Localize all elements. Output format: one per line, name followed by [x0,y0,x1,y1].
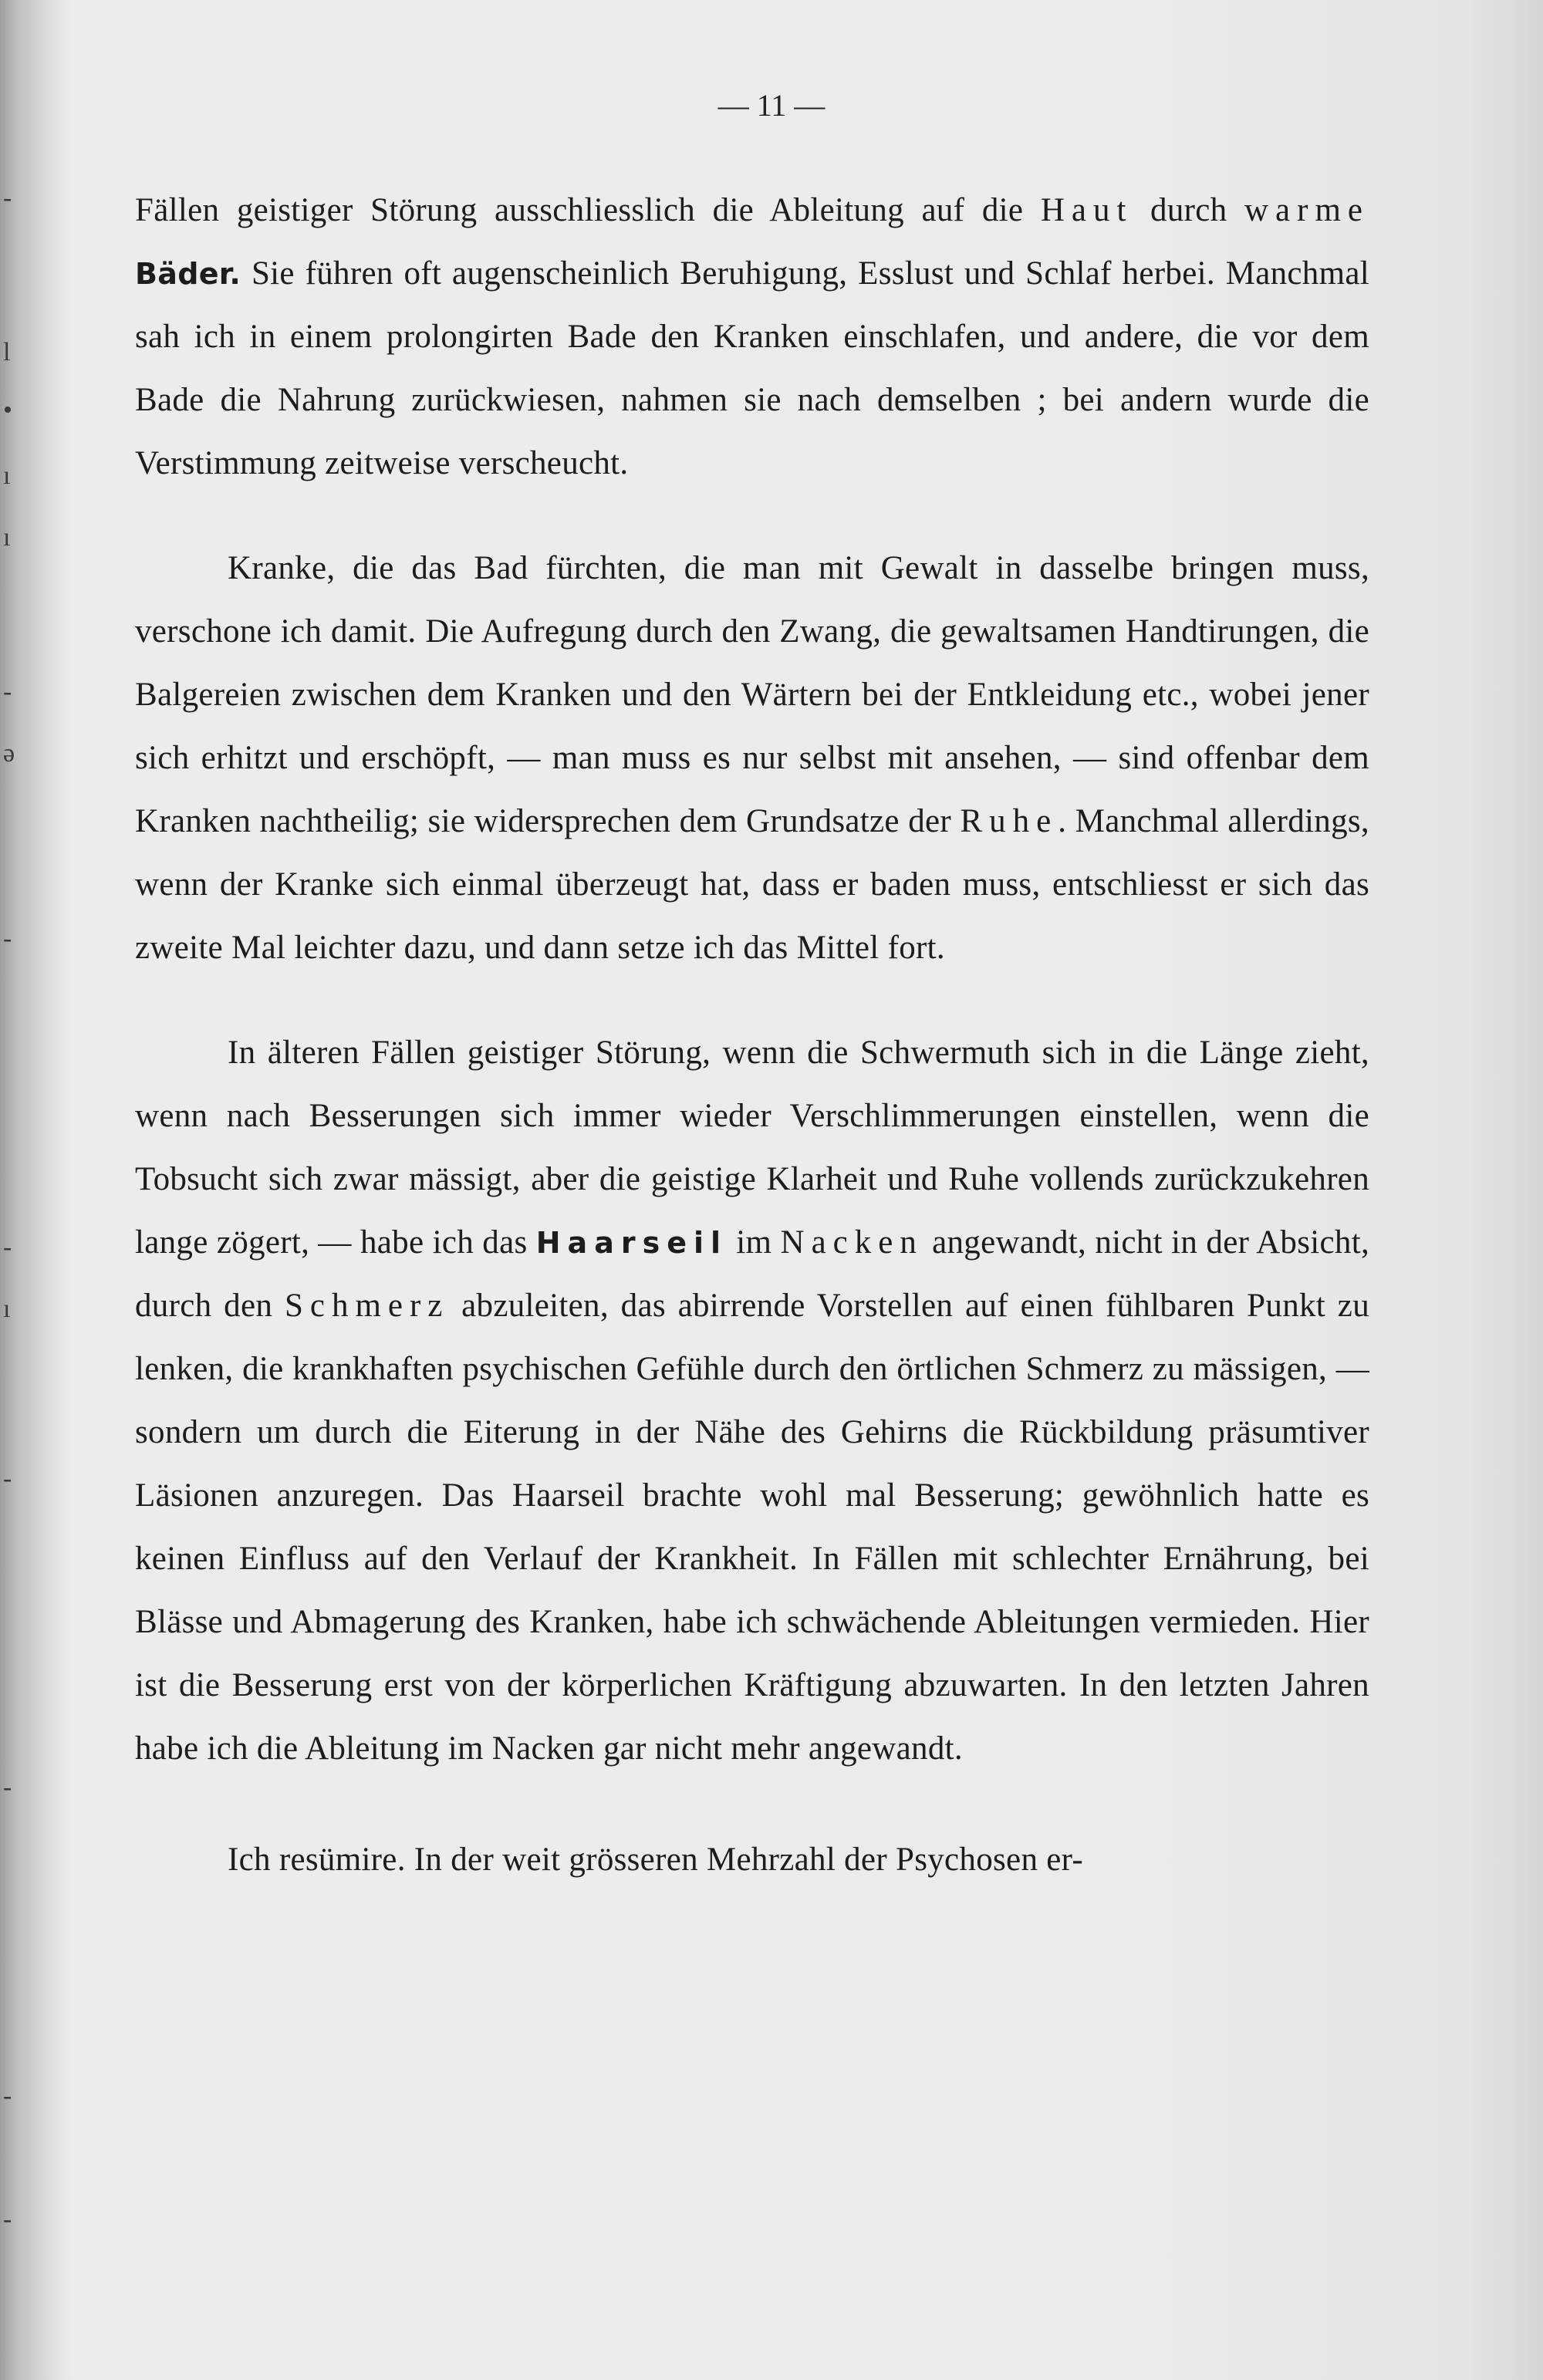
gutter-mark: ə [3,739,15,768]
text-segment: durch [1133,192,1244,228]
gutter-mark: - [3,184,12,212]
text-segment: . Manchmal allerdings, wenn der Kranke sich einmal überzeugt hat, dass er baden muss, entschliesst er sich das zweite Mal leichter dazu, und dann setze ich das Mittel fort. [135,803,1369,966]
paragraph-summary [135,1828,1369,1892]
body-text [135,179,1369,1892]
text-segment: abzuleiten, das abirrende Vorstellen auf einen fühlbaren Punkt zu lenken, die krankhaften psychischen Gefühle durch den örtlichen Schmerz zu mässigen, — sondern um durch die Eiterung in der Nähe des Gehirns die Rückbildung präsumtiver Läsionen anzuregen. Das Haarseil brachte wohl mal Besserung; gewöhnlich hatte es keinen Einfluss auf den Verlauf der Krankheit. In Fällen mit schlechter Ernährung, bei Blässe und Abmagerung des Kranken, habe ich schwächende Ableitungen vermieden. Hier ist die Besserung erst von der körperlichen Kräftigung abzuwarten. In den letzten Jahren habe ich die Ableitung im Nacken gar nicht mehr angewandt. [135,1288,1369,1767]
text-segment: Ich resümire. In der weit grösseren Mehrzahl der Psychosen er- [228,1842,1084,1878]
gutter-mark: - [3,1773,12,1801]
left-margin-gutter [0,0,46,2380]
emphasis-haut: Haut [1040,192,1133,228]
paragraph-haarseil [135,1021,1369,1781]
emphasis-warme: warme [1244,192,1369,228]
emphasis-schmerz: Schmerz [284,1288,450,1324]
gutter-mark: - [3,2081,12,2110]
gutter-mark: - [3,924,12,953]
gutter-mark: - [3,2205,12,2233]
gutter-mark: • [3,396,12,424]
gutter-mark: ı [3,1295,11,1323]
text-segment: Kranke, die das Bad fürchten, die man mit Gewalt in dasselbe bringen muss, verschone ich damit. Die Aufregung durch den Zwang, die gewaltsamen Handtirungen, die Balgereien zwischen dem Kranken und den Wärtern bei der Entkleidung etc., wobei jener sich erhitzt und erschöpft, — man muss es nur selbst mit ansehen, — sind offenbar dem Kranken nachtheilig; sie widersprechen dem Grundsatze der [135,550,1369,839]
emphasis-ruhe: Ruhe [960,803,1058,839]
emphasis-haarseil: Haarseil [535,1226,728,1260]
text-segment: Sie führen oft augenscheinlich Beruhigung, Esslust und Schlaf herbei. Manchmal sah ich in einem prolongirten Bade den Kranken einschlafen, und andere, die vor dem Bade die Nahrung zurückwiesen, nahmen sie nach demselben ; bei andern wurde die Verstimmung zeitweise verscheucht. [135,255,1369,481]
text-segment: In älteren Fällen geistiger Störung, wenn die Schwermuth sich in die Länge zieht, wenn nach Besserungen sich immer wieder Verschlimmerungen einstellen, wenn die Tobsucht sich zwar mässigt, aber die geistige Klarheit und Ruhe vollends zurückzukehren lange zögert, — habe ich das [135,1035,1369,1261]
paragraph-baths [135,179,1369,495]
gutter-mark: - [3,1464,12,1493]
text-segment: Fällen geistiger Störung ausschliesslich die Ableitung auf die [135,192,1041,228]
gutter-mark: l [3,338,11,366]
gutter-mark: - [3,1233,12,1261]
emphasis-nacken: Nacken [780,1224,923,1261]
text-segment: im [728,1224,781,1261]
gutter-mark: ı [3,461,11,490]
emphasis-baeder: Bäder. [135,257,241,291]
text-segment: angewandt, nicht in der Absicht, durch den [135,1224,1369,1324]
paragraph-bath-fear [135,537,1369,980]
page-number: — 11 — [717,88,826,123]
gutter-mark: - [3,677,12,706]
gutter-mark: ı [3,523,11,552]
